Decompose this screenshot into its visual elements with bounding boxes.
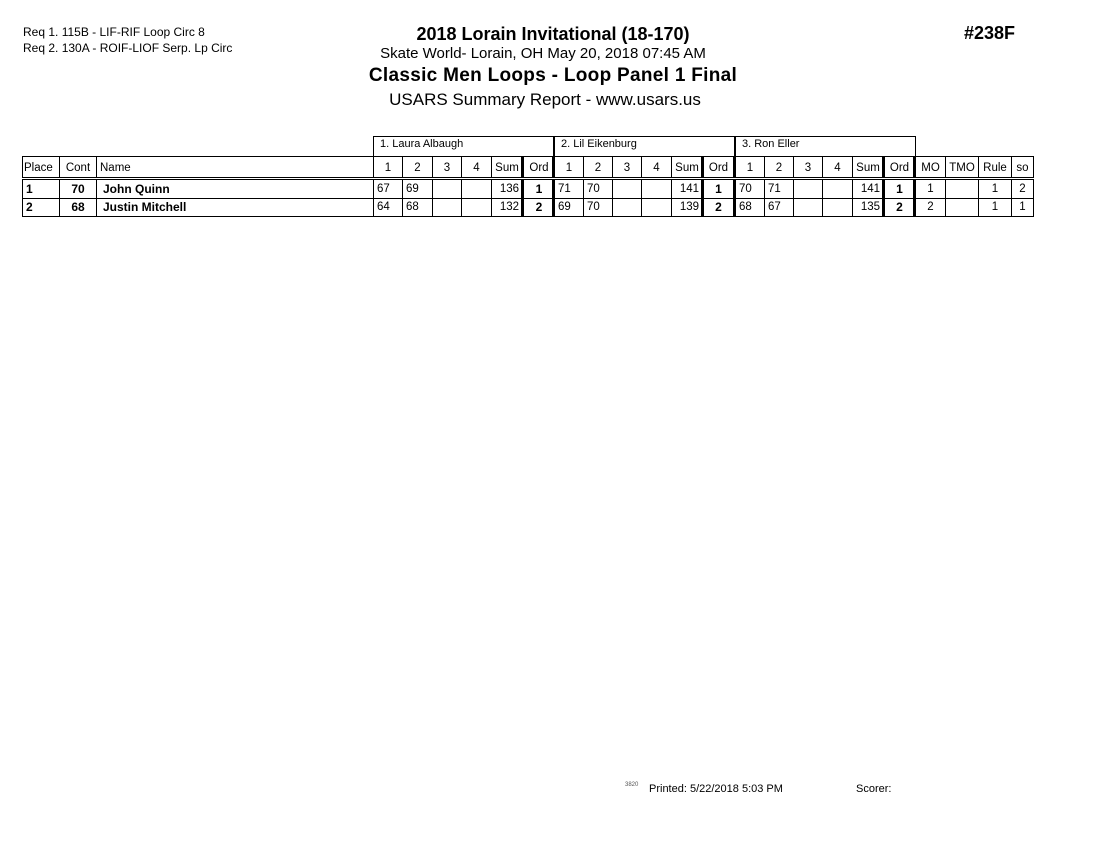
- j3-score-1: 68: [733, 198, 764, 217]
- j1-sum: 132: [491, 198, 522, 217]
- j3-ordinal: 1: [882, 180, 914, 199]
- j3-score-2: 71: [764, 180, 793, 199]
- col-header-j2-4: 4: [641, 156, 671, 177]
- col-header-cont: Cont: [59, 156, 96, 177]
- j1-sum: 136: [491, 180, 522, 199]
- col-header-j1-1: 1: [373, 156, 402, 177]
- j3-sum: 141: [852, 180, 883, 199]
- col-header-j1-ord: Ord: [521, 156, 554, 177]
- rule: 1: [978, 180, 1011, 199]
- skater-name: John Quinn: [96, 180, 373, 199]
- footer-code: 3820: [625, 782, 639, 788]
- j2-ordinal: 2: [701, 198, 733, 217]
- j1-ordinal: 1: [521, 180, 554, 199]
- j2-score-4: [641, 180, 671, 199]
- rule: 1: [978, 198, 1011, 217]
- judge-header-2: 2. Lil Eikenburg: [554, 136, 735, 157]
- col-header-so: so: [1011, 156, 1034, 177]
- required-element-2: Req 2. 130A - ROIF-LIOF Serp. Lp Circ: [23, 41, 233, 55]
- j3-score-4: [822, 180, 852, 199]
- j3-sum: 135: [852, 198, 883, 217]
- total-majority-ordinal: [945, 180, 978, 199]
- skating-order: 2: [1011, 180, 1034, 199]
- j1-score-2: 69: [402, 180, 432, 199]
- j2-score-3: [612, 198, 641, 217]
- j2-score-2: 70: [583, 198, 612, 217]
- col-header-j3-4: 4: [822, 156, 852, 177]
- j1-score-3: [432, 198, 461, 217]
- j1-score-4: [461, 180, 491, 199]
- col-header-j3-3: 3: [793, 156, 822, 177]
- j1-score-4: [461, 198, 491, 217]
- col-header-j2-1: 1: [552, 156, 583, 177]
- j2-score-1: 71: [552, 180, 583, 199]
- j1-score-1: 64: [373, 198, 402, 217]
- col-header-name: Name: [96, 156, 373, 177]
- col-header-j3-1: 1: [733, 156, 764, 177]
- j2-score-1: 69: [552, 198, 583, 217]
- col-header-j1-4: 4: [461, 156, 491, 177]
- skating-order: 1: [1011, 198, 1034, 217]
- j2-sum: 139: [671, 198, 702, 217]
- j1-score-2: 68: [402, 198, 432, 217]
- place: 2: [22, 198, 59, 217]
- j3-ordinal: 2: [882, 198, 914, 217]
- j3-score-3: [793, 198, 822, 217]
- judge-header-1: 1. Laura Albaugh: [373, 136, 554, 157]
- required-element-1: Req 1. 115B - LIF-RIF Loop Circ 8: [23, 25, 205, 39]
- col-header-j2-sum: Sum: [671, 156, 702, 177]
- place: 1: [22, 180, 59, 199]
- judge-header-3: 3. Ron Eller: [735, 136, 916, 157]
- j1-score-3: [432, 180, 461, 199]
- j2-score-2: 70: [583, 180, 612, 199]
- j3-score-2: 67: [764, 198, 793, 217]
- j3-score-1: 70: [733, 180, 764, 199]
- majority-ordinal: 1: [913, 180, 945, 199]
- j2-ordinal: 1: [701, 180, 733, 199]
- event-title: Classic Men Loops - Loop Panel 1 Final: [368, 65, 738, 86]
- venue-date: Skate World- Lorain, OH May 20, 2018 07:45 AM: [380, 45, 706, 62]
- competition-title: 2018 Lorain Invitational (18-170): [416, 24, 690, 44]
- j3-score-4: [822, 198, 852, 217]
- printed-timestamp: Printed: 5/22/2018 5:03 PM: [649, 783, 783, 795]
- skater-name: Justin Mitchell: [96, 198, 373, 217]
- majority-ordinal: 2: [913, 198, 945, 217]
- j2-score-3: [612, 180, 641, 199]
- col-header-j3-sum: Sum: [852, 156, 883, 177]
- event-number: #238F: [964, 23, 1016, 43]
- col-header-j1-sum: Sum: [491, 156, 522, 177]
- scorer-label: Scorer:: [856, 783, 892, 795]
- col-header-mo: MO: [913, 156, 945, 177]
- j2-sum: 141: [671, 180, 702, 199]
- col-header-j1-3: 3: [432, 156, 461, 177]
- col-header-rule: Rule: [978, 156, 1011, 177]
- col-header-j3-2: 2: [764, 156, 793, 177]
- contestant-number: 70: [59, 180, 96, 199]
- report-title: USARS Summary Report - www.usars.us: [389, 90, 701, 109]
- total-majority-ordinal: [945, 198, 978, 217]
- col-header-j1-2: 2: [402, 156, 432, 177]
- col-header-tmo: TMO: [945, 156, 978, 177]
- j3-score-3: [793, 180, 822, 199]
- col-header-j2-2: 2: [583, 156, 612, 177]
- j2-score-4: [641, 198, 671, 217]
- col-header-place: Place: [22, 156, 59, 177]
- j1-ordinal: 2: [521, 198, 554, 217]
- col-header-j3-ord: Ord: [882, 156, 914, 177]
- j1-score-1: 67: [373, 180, 402, 199]
- col-header-j2-ord: Ord: [701, 156, 733, 177]
- col-header-j2-3: 3: [612, 156, 641, 177]
- contestant-number: 68: [59, 198, 96, 217]
